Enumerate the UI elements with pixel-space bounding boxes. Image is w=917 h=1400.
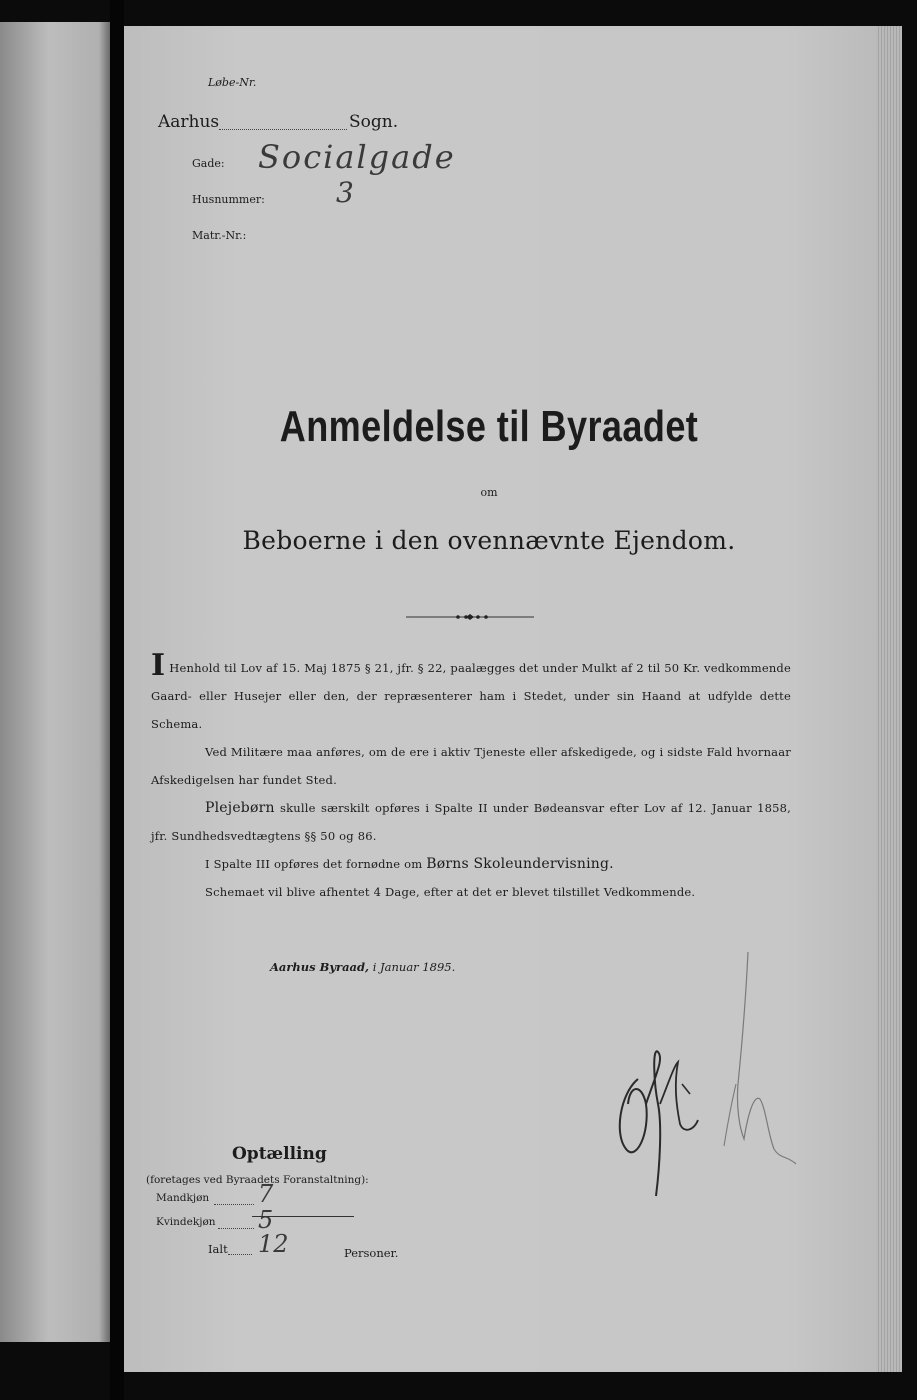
main-title: Anmeldelse til Byraadet — [279, 402, 699, 451]
ialt-handwritten-value: 12 — [258, 1230, 289, 1258]
paragraph-law — [151, 648, 791, 738]
ialt-dots — [228, 1254, 252, 1255]
ialt-label: Ialt — [208, 1242, 228, 1256]
mandkjon-label: Mandkjøn — [156, 1192, 210, 1204]
kvindekjon-handwritten-value: 5 — [258, 1206, 274, 1234]
signoff — [270, 960, 455, 974]
signoff-date: i Januar 1895. — [372, 960, 456, 974]
paragraph-military — [151, 738, 791, 794]
instructions-body — [151, 648, 791, 906]
gade-label: Gade: — [192, 157, 225, 170]
plejeborn-emphasis: Plejebørn — [205, 800, 275, 816]
count-subtitle: (foretages ved Byraadets Foranstaltning): — [146, 1174, 369, 1186]
title-connector-om: om — [480, 486, 498, 499]
personer-label: Personer. — [344, 1246, 399, 1260]
handwritten-signature — [608, 934, 808, 1204]
mandkjon-dots — [214, 1204, 254, 1205]
paragraph-foster-text: skulle særskilt opføres i Spalte II under Bødeansvar efter Lov af 12. Januar 1858, jfr. Sundhedsvedtægtens §§ 50 og 86. — [151, 801, 791, 843]
husnummer-handwritten-value: 3 — [336, 176, 354, 209]
book-spine — [110, 0, 124, 1400]
sogn-label: Sogn. — [349, 112, 399, 132]
schooling-emphasis: Børns Skoleundervisning. — [426, 856, 614, 872]
lobe-nr-label: Løbe-Nr. — [208, 76, 257, 89]
aarhus-label: Aarhus — [158, 112, 220, 132]
paragraph-foster-children — [151, 794, 791, 850]
kvindekjon-label: Kvindekjøn — [156, 1216, 216, 1228]
count-title: Optælling — [232, 1144, 327, 1164]
sum-rule-line — [252, 1216, 354, 1217]
mandkjon-handwritten-value: 7 — [258, 1180, 274, 1208]
page-stack-edge — [876, 26, 902, 1372]
sogn-fill-line — [219, 129, 347, 130]
document-page — [124, 26, 902, 1372]
gade-handwritten-value: Socialgade — [258, 138, 456, 176]
paragraph-schooling-text: I Spalte III opføres det fornødne om — [205, 857, 423, 871]
kvindekjon-dots — [218, 1228, 254, 1229]
paragraph-collection-text: Schemaet vil blive afhentet 4 Dage, efter at det er blevet tilstillet Vedkommende. — [205, 885, 696, 899]
paragraph-collection — [151, 878, 791, 906]
ornament-divider — [406, 612, 534, 622]
paragraph-military-text: Ved Militære maa anføres, om de ere i aktiv Tjeneste eller afskedigede, og i sidste Fald hvornaar Afskedigelsen har fundet Sted. — [151, 745, 791, 787]
matr-nr-label: Matr.-Nr.: — [192, 229, 247, 242]
paragraph-law-text: Henhold til Lov af 15. Maj 1875 § 21, jfr. § 22, paalægges det under Mulkt af 2 til 50 Kr. vedkommende Gaard- eller Husejer eller den, der repræsenterer ham i Stedet, under sin Haand at udfylde dette Schema. — [151, 661, 791, 731]
dropcap-letter: I — [151, 648, 166, 683]
subtitle: Beboerne i den ovennævnte Ejendom. — [242, 526, 736, 555]
paragraph-schooling — [151, 850, 791, 878]
left-facing-page — [0, 22, 110, 1342]
signoff-org: Aarhus Byraad, — [270, 960, 370, 974]
husnummer-label: Husnummer: — [192, 193, 265, 206]
